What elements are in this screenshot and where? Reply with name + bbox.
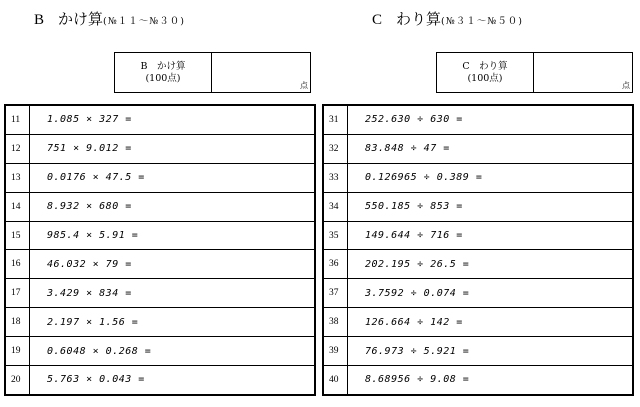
section-b-problem-row: [5, 337, 315, 366]
section-b-score-label: B かけ算: [140, 60, 186, 72]
section-c-letter: C: [372, 12, 383, 28]
problem-number: 33: [323, 163, 348, 192]
section-b-problem-row: [5, 134, 315, 163]
problem-expression[interactable]: 1.085 × 327 =: [30, 105, 316, 134]
problem-number: 39: [323, 337, 348, 366]
problem-expression[interactable]: 0.126965 ÷ 0.389 =: [348, 163, 634, 192]
problem-expression[interactable]: 202.195 ÷ 26.5 =: [348, 250, 634, 279]
section-b-range: (№１１～№３０): [103, 16, 185, 27]
section-c-problem-row: [323, 192, 633, 221]
section-b-score-box: [114, 52, 311, 93]
problem-number: 14: [5, 192, 30, 221]
problem-number: 40: [323, 366, 348, 395]
section-c-problem-row: [323, 221, 633, 250]
problem-expression[interactable]: 252.630 ÷ 630 =: [348, 105, 634, 134]
section-b-score-points: (100点): [145, 72, 181, 84]
problem-expression[interactable]: 751 × 9.012 =: [30, 134, 316, 163]
problem-number: 35: [323, 221, 348, 250]
problem-expression[interactable]: 76.973 ÷ 5.921 =: [348, 337, 634, 366]
problem-expression[interactable]: 3.429 × 834 =: [30, 279, 316, 308]
section-c-problem-row: [323, 337, 633, 366]
section-b-score-label-cell: [115, 53, 212, 92]
section-b-problem-table: [4, 104, 316, 396]
problem-number: 15: [5, 221, 30, 250]
section-b-problem-row: [5, 308, 315, 337]
problem-number: 36: [323, 250, 348, 279]
section-b-problem-row: [5, 366, 315, 395]
section-c-score-field[interactable]: [534, 53, 632, 92]
problem-expression[interactable]: 46.032 × 79 =: [30, 250, 316, 279]
section-c-problem-row: [323, 250, 633, 279]
section-c-score-points: (100点): [467, 72, 503, 84]
problem-number: 12: [5, 134, 30, 163]
problem-number: 19: [5, 337, 30, 366]
problem-expression[interactable]: 550.185 ÷ 853 =: [348, 192, 634, 221]
problem-number: 18: [5, 308, 30, 337]
problem-number: 37: [323, 279, 348, 308]
problem-number: 13: [5, 163, 30, 192]
section-b-problem-row: [5, 192, 315, 221]
problem-expression[interactable]: 126.664 ÷ 142 =: [348, 308, 634, 337]
section-c-problem-row: [323, 105, 633, 134]
section-b-score-field[interactable]: [212, 53, 310, 92]
problem-expression[interactable]: 2.197 × 1.56 =: [30, 308, 316, 337]
problem-expression[interactable]: 83.848 ÷ 47 =: [348, 134, 634, 163]
problem-number: 11: [5, 105, 30, 134]
section-b-problem-row: [5, 221, 315, 250]
problem-expression[interactable]: 0.6048 × 0.268 =: [30, 337, 316, 366]
problem-number: 31: [323, 105, 348, 134]
section-c-problem-row: [323, 163, 633, 192]
problem-number: 16: [5, 250, 30, 279]
section-b-title: [34, 8, 185, 29]
section-c-score-label: C わり算: [462, 60, 508, 72]
section-c-problem-row: [323, 308, 633, 337]
problem-expression[interactable]: 3.7592 ÷ 0.074 =: [348, 279, 634, 308]
problem-expression[interactable]: 5.763 × 0.043 =: [30, 366, 316, 395]
problem-number: 20: [5, 366, 30, 395]
section-c-score-label-cell: [437, 53, 534, 92]
problem-expression[interactable]: 985.4 × 5.91 =: [30, 221, 316, 250]
problem-expression[interactable]: 8.68956 ÷ 9.08 =: [348, 366, 634, 395]
problem-number: 32: [323, 134, 348, 163]
problem-number: 38: [323, 308, 348, 337]
problem-number: 34: [323, 192, 348, 221]
section-c-problem-row: [323, 134, 633, 163]
problem-expression[interactable]: 149.644 ÷ 716 =: [348, 221, 634, 250]
section-c-title: [372, 8, 523, 29]
section-b-problem-row: [5, 250, 315, 279]
section-b-score-unit: 点: [300, 81, 308, 90]
section-c-score-unit: 点: [622, 81, 630, 90]
section-c-score-box: [436, 52, 633, 93]
section-c-problem-row: [323, 279, 633, 308]
problem-expression[interactable]: 8.932 × 680 =: [30, 192, 316, 221]
section-b-problem-row: [5, 279, 315, 308]
section-b-letter: B: [34, 12, 45, 28]
problem-number: 17: [5, 279, 30, 308]
section-c-problem-table: [322, 104, 634, 396]
problem-expression[interactable]: 0.0176 × 47.5 =: [30, 163, 316, 192]
section-c-problem-row: [323, 366, 633, 395]
section-b-problem-row: [5, 105, 315, 134]
section-c-range: (№３１～№５０): [441, 16, 523, 27]
section-b-heading: かけ算: [58, 10, 104, 28]
section-c-heading: わり算: [396, 10, 442, 28]
section-b-problem-row: [5, 163, 315, 192]
